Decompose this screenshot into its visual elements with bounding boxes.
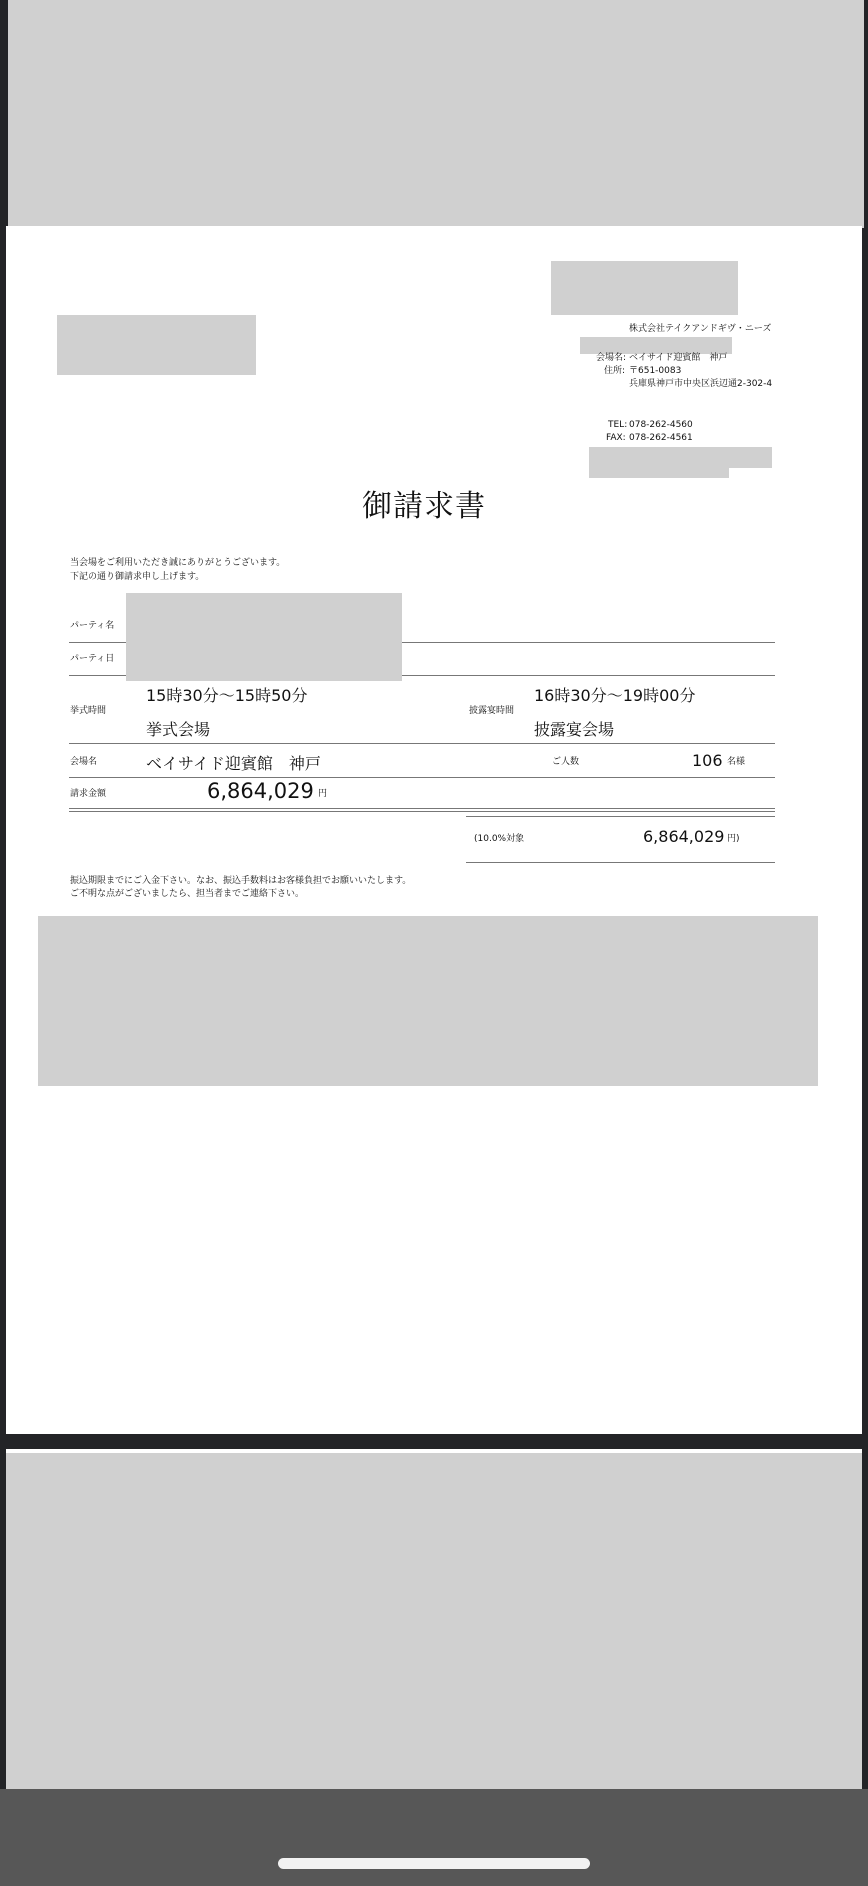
party-name-label: パーティ名	[70, 621, 115, 631]
amount-label: 請求金額	[70, 789, 107, 799]
reception-place: 披露宴会場	[534, 720, 615, 739]
second-page	[6, 1449, 862, 1759]
company-venue-label: 会場名:	[596, 353, 627, 363]
company-name: 株式会社テイクアンドギヴ・ニーズ	[629, 324, 772, 334]
times-rule	[69, 743, 775, 744]
amount-yen: 円	[318, 789, 328, 799]
document-title: 御請求書	[362, 489, 486, 524]
redacted-recipient	[57, 315, 256, 375]
party-date-label: パーティ日	[70, 654, 115, 664]
bottom-toolbar	[0, 1789, 868, 1886]
amount-rule-1	[69, 808, 775, 809]
reception-time-label: 披露宴時間	[469, 706, 515, 716]
tax-rule-bottom	[466, 862, 775, 863]
redacted-second-page	[6, 1453, 862, 1789]
venue-name: ベイサイド迎賓館 神戸	[146, 754, 321, 773]
company-address-label: 住所:	[604, 366, 626, 376]
tax-unit: 円)	[727, 834, 740, 844]
tax-rule-top	[466, 816, 775, 817]
greeting-line-2: 下記の通り御請求申し上げます。	[70, 572, 205, 582]
company-tel: 078-262-4560	[629, 420, 693, 430]
company-tel-label: TEL:	[608, 420, 628, 430]
ceremony-time-label: 挙式時間	[70, 706, 107, 716]
ceremony-time: 15時30分〜15時50分	[146, 686, 308, 705]
guests-count: 106	[692, 751, 723, 770]
venue-label: 会場名	[70, 757, 98, 767]
company-address: 兵庫県神戸市中央区浜辺通2-302-4	[629, 379, 773, 389]
guests-unit: 名様	[727, 757, 746, 767]
company-postal: 〒651-0083	[629, 366, 682, 376]
redacted-logo	[551, 261, 738, 315]
venue-rule	[69, 777, 775, 778]
redacted-party-info	[126, 593, 402, 681]
note-line-1: 振込期限までにご入金下さい。なお、振込手数料はお客様負担でお願いいたします。	[70, 876, 412, 886]
invoice-page	[6, 226, 862, 1434]
redacted-bank-details	[38, 916, 818, 1086]
note-line-2: ご不明な点がございましたら、担当者までご連絡下さい。	[70, 889, 305, 899]
amount-rule-2	[69, 811, 775, 812]
tax-amount: 6,864,029	[643, 827, 725, 846]
guests-label: ご人数	[552, 757, 580, 767]
tax-label: (10.0%対象	[474, 834, 525, 844]
greeting-line-1: 当会場をご利用いただき誠にありがとうございます。	[70, 558, 286, 568]
company-venue-value: ベイサイド迎賓館 神戸	[629, 353, 728, 363]
ceremony-place: 挙式会場	[146, 720, 211, 739]
redacted-stamp	[589, 447, 772, 468]
company-fax: 078-262-4561	[629, 433, 693, 443]
company-fax-label: FAX:	[606, 433, 626, 443]
reception-time: 16時30分〜19時00分	[534, 686, 696, 705]
home-indicator[interactable]	[278, 1858, 590, 1869]
invoice-amount: 6,864,029	[207, 779, 314, 803]
redacted-header-block	[8, 0, 864, 228]
redacted-stamp-2	[589, 466, 729, 478]
